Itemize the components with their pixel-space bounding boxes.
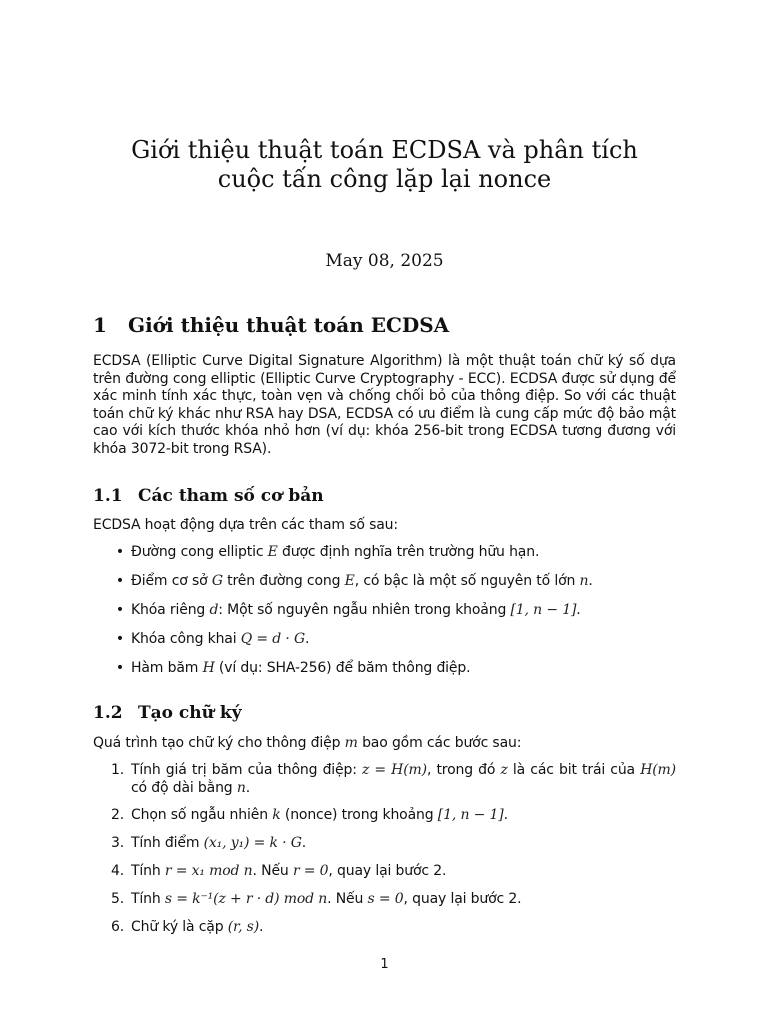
list-item: [93, 544, 676, 562]
section-title: Giới thiệu thuật toán ECDSA: [128, 313, 450, 337]
signature-steps-list: [93, 762, 676, 946]
item-text: Tính: [131, 890, 165, 907]
item-text: Khóa riêng: [131, 601, 210, 618]
bullet-marker: •: [115, 572, 124, 589]
item-text: .: [259, 918, 264, 935]
step-number: 6.: [110, 918, 124, 935]
item-text: .: [245, 779, 251, 796]
document-title: [93, 136, 676, 194]
bullet-marker: •: [115, 630, 124, 647]
subsection-number: 1.1: [93, 486, 123, 506]
step-number: 4.: [110, 862, 124, 879]
parameter-list: [93, 544, 676, 689]
item-text: , có bậc là một số nguyên tố lớn: [354, 572, 580, 589]
math-expression: [1, n − 1]: [510, 601, 577, 618]
step-number: 5.: [110, 890, 124, 907]
math-expression: (r, s): [227, 918, 260, 935]
item-text: : Một số nguyên ngẫu nhiên trong khoảng: [218, 601, 511, 618]
item-text: , trong đó: [426, 762, 501, 778]
list-item: [93, 602, 676, 620]
math-symbol: m: [344, 735, 358, 751]
list-item: [93, 835, 676, 853]
item-text: Khóa công khai: [131, 630, 241, 647]
section-1-heading: [93, 312, 449, 338]
math-symbol: d: [209, 601, 219, 618]
subsection-title: Tạo chữ ký: [138, 703, 242, 723]
intro-text: Quá trình tạo chữ ký cho thông điệp: [93, 735, 345, 751]
item-text: .: [301, 835, 307, 852]
page-number: 1: [380, 957, 389, 972]
item-text: Đường cong elliptic: [131, 544, 268, 560]
item-text: , quay lại bước 2.: [328, 862, 447, 879]
subsection-number: 1.2: [93, 703, 123, 723]
list-item: [93, 807, 676, 825]
item-text: Tính: [131, 862, 165, 879]
item-text: .: [576, 601, 581, 618]
subsection-1-2-heading: [93, 702, 242, 724]
bullet-marker: •: [115, 544, 124, 560]
document-date: May 08, 2025: [325, 251, 444, 271]
item-text: .: [588, 572, 593, 589]
item-text: là các bit trái của: [507, 762, 641, 778]
item-text: có độ dài bằng: [131, 779, 237, 796]
item-text: . Nếu: [327, 890, 368, 907]
section-number: 1: [93, 313, 107, 337]
math-expression: s = 0: [367, 890, 404, 907]
math-symbol: n: [579, 572, 589, 589]
step-number: 1.: [110, 762, 124, 778]
item-text: .: [503, 807, 508, 824]
section-1-paragraph: ECDSA (Elliptic Curve Digital Signature Algorithm) là một thuật toán chữ ký số dựa trên đường cong elliptic (Elliptic Curve Cryptography - ECC). ECDSA được sử dụng để xác minh tính xác thực, toàn vẹn và chống chối bỏ của thông điệp. So với các thuật toán chữ ký khác như RSA hay DSA, ECDSA có ưu điểm là cung cấp mức độ bảo mật cao với kích thước khóa nhỏ hơn (ví dụ: khóa 256-bit trong ECDSA tương đương với khóa 3072-bit trong RSA).: [93, 353, 676, 457]
list-item: [93, 660, 676, 678]
math-symbol: z: [500, 762, 508, 778]
math-expression: H(m): [640, 762, 676, 778]
subsection-1-1-heading: [93, 485, 324, 507]
math-expression: r = 0: [292, 862, 329, 879]
item-text: Chọn số ngẫu nhiên: [131, 807, 273, 824]
item-text: (nonce) trong khoảng: [280, 807, 438, 824]
math-symbol: G: [211, 572, 223, 589]
document-page: [93, 0, 676, 1024]
list-item: [93, 919, 676, 937]
math-expression: Q = d · G: [240, 630, 306, 647]
item-text: Chữ ký là cặp: [131, 918, 228, 935]
item-text: .: [305, 630, 310, 647]
math-symbol: n: [236, 779, 246, 796]
item-text: Tính giá trị băm của thông điệp:: [131, 762, 362, 778]
subsection-1-2-intro: [93, 735, 676, 753]
math-symbol: H: [202, 659, 215, 676]
list-item: [93, 573, 676, 591]
subsection-1-1-intro: ECDSA hoạt động dựa trên các tham số sau:: [93, 517, 398, 533]
list-item: [93, 631, 676, 649]
list-item: [93, 762, 676, 797]
list-item: [93, 891, 676, 909]
item-text: được định nghĩa trên trường hữu hạn.: [277, 544, 540, 560]
math-expression: r = x₁ mod n: [164, 862, 253, 879]
math-symbol: k: [272, 807, 281, 824]
bullet-marker: •: [115, 601, 124, 618]
item-text: Tính điểm: [131, 835, 204, 852]
title-line-2: cuộc tấn công lặp lại nonce: [217, 165, 552, 193]
math-symbol: E: [344, 572, 355, 589]
math-expression: (x₁, y₁) = k · G: [203, 835, 302, 852]
bullet-marker: •: [115, 659, 124, 676]
math-expression: z = H(m): [362, 762, 427, 778]
math-expression: s = k⁻¹(z + r · d) mod n: [164, 890, 328, 907]
item-text: , quay lại bước 2.: [403, 890, 522, 907]
list-item: [93, 863, 676, 881]
item-text: trên đường cong: [222, 572, 345, 589]
intro-text: bao gồm các bước sau:: [357, 735, 522, 751]
step-number: 2.: [110, 807, 124, 824]
math-symbol: E: [267, 544, 278, 560]
item-text: . Nếu: [252, 862, 293, 879]
item-text: (ví dụ: SHA-256) để băm thông điệp.: [214, 659, 471, 676]
subsection-title: Các tham số cơ bản: [138, 486, 324, 506]
math-expression: [1, n − 1]: [437, 807, 504, 824]
step-number: 3.: [110, 835, 124, 852]
item-text: Điểm cơ sở: [131, 572, 212, 589]
item-text: Hàm băm: [131, 659, 203, 676]
title-line-1: Giới thiệu thuật toán ECDSA và phân tích: [131, 136, 638, 164]
